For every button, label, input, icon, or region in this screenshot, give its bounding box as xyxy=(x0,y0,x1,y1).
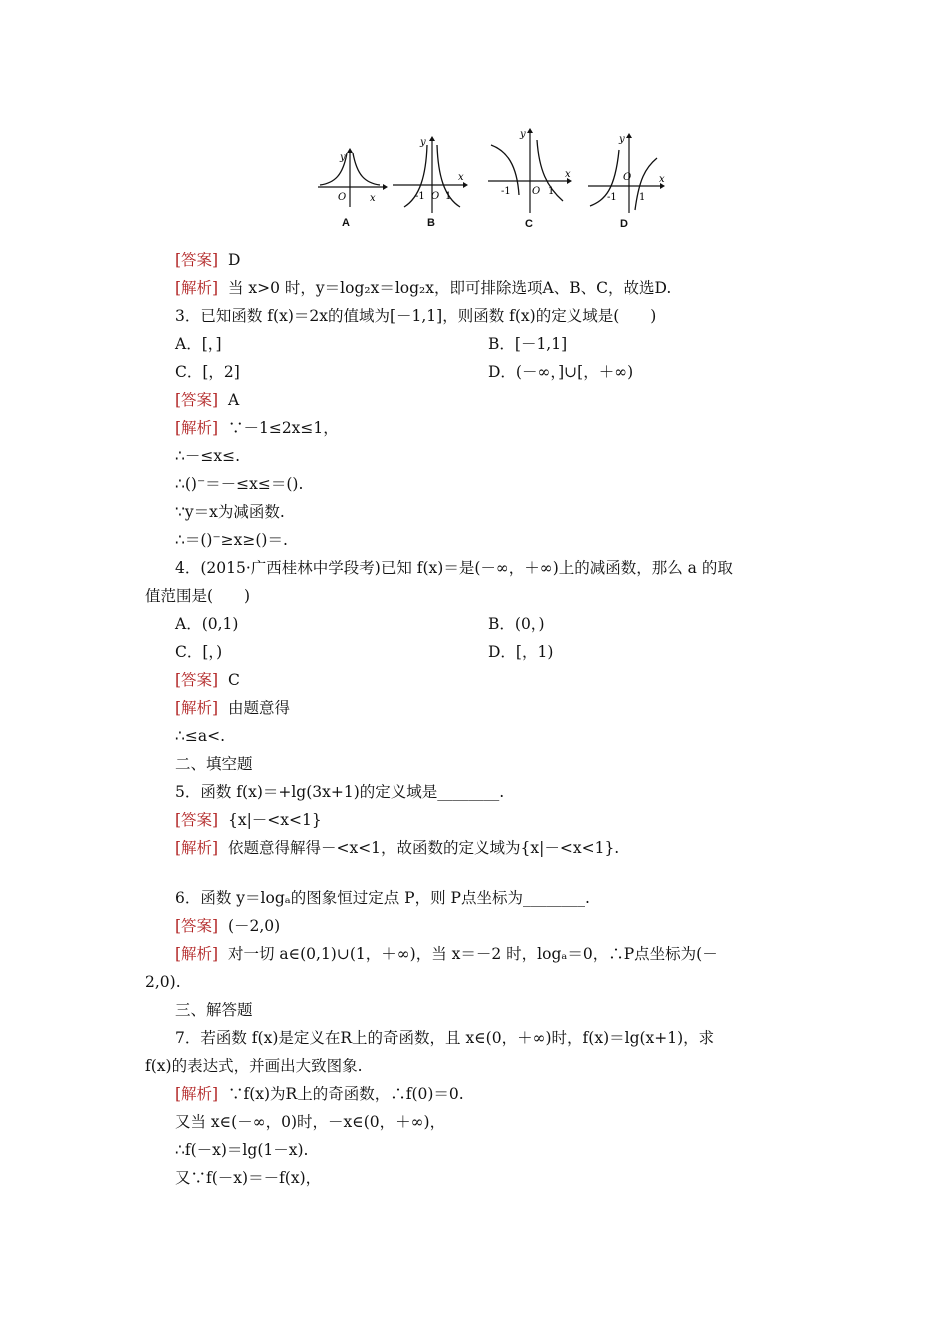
body-text: ∴－≤x≤. xyxy=(175,447,241,465)
graph-c-y-label: y xyxy=(520,129,526,140)
graph-a xyxy=(315,145,390,229)
body-text: ∴＝()⁻≥x≥()＝. xyxy=(175,531,288,549)
analysis-tag: [解析] xyxy=(175,419,219,437)
graph-d-origin-label: O xyxy=(623,172,632,183)
option-text: C．[，) xyxy=(175,643,223,661)
answer-line xyxy=(175,250,240,270)
graph-b-letter: B xyxy=(427,217,435,229)
analysis-text: 对一切 a∈(0,1)∪(1，＋∞)，当 x＝－2 时，logₐ＝0，∴P点坐标为(－ xyxy=(227,945,718,963)
analysis-line xyxy=(175,838,619,858)
answer-line xyxy=(175,390,239,410)
option-text: A．[，] xyxy=(175,335,222,353)
answer-tag: [答案] xyxy=(175,811,219,829)
analysis-line xyxy=(175,278,671,298)
graph-c-letter: C xyxy=(525,218,533,230)
graph-c-pos-tick: 1 xyxy=(548,186,555,197)
analysis-tag: [解析] xyxy=(175,699,219,717)
analysis-text: ∵f(x)为R上的奇函数，∴f(0)＝0. xyxy=(227,1085,464,1103)
option-text: C．[，2] xyxy=(175,363,240,381)
question-text: 7．若函数 f(x)是定义在R上的奇函数，且 x∈(0，＋∞)时，f(x)＝lg(x+1)，求 xyxy=(175,1029,715,1047)
answer-line xyxy=(175,916,280,936)
answer-line xyxy=(175,810,322,830)
question-text: 4．(2015·广西桂林中学段考)已知 f(x)＝是(－∞，＋∞)上的减函数，那么 a 的取 xyxy=(175,559,733,577)
body-text: ∵y＝x为减函数. xyxy=(175,503,285,521)
analysis-tag: [解析] xyxy=(175,945,219,963)
graph-d-neg-tick: -1 xyxy=(607,192,617,203)
graph-b-x-label: x xyxy=(458,172,464,183)
section-heading: 三、解答题 xyxy=(175,1001,253,1019)
body-text: 又当 x∈(－∞，0)时，－x∈(0，＋∞)， xyxy=(175,1113,446,1131)
question-text: 5．函数 f(x)＝+lg(3x+1)的定义域是________. xyxy=(175,783,505,801)
answer-tag: [答案] xyxy=(175,251,219,269)
graph-c-origin-label: O xyxy=(532,186,541,197)
answer-tag: [答案] xyxy=(175,671,219,689)
analysis-text: 当 x>0 时，y＝log₂x＝log₂x，即可排除选项A、B、C，故选D. xyxy=(227,279,672,297)
analysis-text: ∵－1≤2x≤1， xyxy=(227,419,339,437)
analysis-tag: [解析] xyxy=(175,279,219,297)
answer-text: (－2,0) xyxy=(227,917,281,935)
options-figure xyxy=(0,120,950,240)
body-text: ∴()⁻＝－≤x≤＝(). xyxy=(175,475,304,493)
analysis-line xyxy=(175,944,718,964)
question-text: f(x)的表达式，并画出大致图象. xyxy=(145,1057,363,1075)
graph-d xyxy=(585,130,670,230)
graph-d-y-label: y xyxy=(619,134,625,145)
graph-b xyxy=(390,135,470,229)
answer-tag: [答案] xyxy=(175,391,219,409)
graph-c-neg-tick: -1 xyxy=(501,186,511,197)
analysis-text: 依题意得解得－<x<1，故函数的定义域为{x|－<x<1}. xyxy=(227,839,620,857)
graph-a-y-label: y xyxy=(340,152,346,163)
graph-d-letter: D xyxy=(620,218,628,230)
section-heading: 二、填空题 xyxy=(175,755,253,773)
graph-b-origin-label: O xyxy=(431,191,440,202)
question-text: 6．函数 y＝logₐ的图象恒过定点 P，则 P点坐标为________. xyxy=(175,889,590,907)
answer-text: C xyxy=(227,671,240,689)
option-text: D．(－∞，]∪[，＋∞) xyxy=(488,363,634,381)
option-text: B．[－1,1] xyxy=(488,335,568,353)
graph-d-pos-tick: 1 xyxy=(639,192,646,203)
analysis-text: 由题意得 xyxy=(227,699,290,717)
analysis-line xyxy=(175,1084,464,1104)
graph-b-pos-tick: 1 xyxy=(445,191,452,202)
analysis-line xyxy=(175,418,339,438)
graph-d-x-label: x xyxy=(659,174,665,185)
body-text: 又∵f(－x)＝－f(x)， xyxy=(175,1169,322,1187)
answer-tag: [答案] xyxy=(175,917,219,935)
graph-a-x-label: x xyxy=(370,193,376,204)
body-text: 2,0). xyxy=(145,973,181,991)
answer-text: {x|－<x<1} xyxy=(227,811,322,829)
question-text: 3．已知函数 f(x)＝2x的值域为[－1,1]，则函数 f(x)的定义域是( ) xyxy=(175,307,657,325)
answer-text: A xyxy=(227,391,240,409)
graph-a-origin-label: O xyxy=(338,192,347,203)
graph-c xyxy=(485,125,580,230)
option-text: D．[，1) xyxy=(488,643,554,661)
option-text: A．(0,1) xyxy=(175,615,239,633)
analysis-tag: [解析] xyxy=(175,1085,219,1103)
body-text: ∴≤a<. xyxy=(175,727,226,745)
body-text: ∴f(－x)＝lg(1－x). xyxy=(175,1141,309,1159)
graph-b-y-label: y xyxy=(420,137,426,148)
answer-text: D xyxy=(227,251,241,269)
analysis-tag: [解析] xyxy=(175,839,219,857)
graph-a-letter: A xyxy=(342,217,350,229)
graph-c-x-label: x xyxy=(565,169,571,180)
graph-b-neg-tick: -1 xyxy=(415,191,425,202)
option-text: B．(0，) xyxy=(488,615,545,633)
analysis-line xyxy=(175,698,290,718)
answer-line xyxy=(175,670,240,690)
question-text: 值范围是( ) xyxy=(145,587,251,605)
